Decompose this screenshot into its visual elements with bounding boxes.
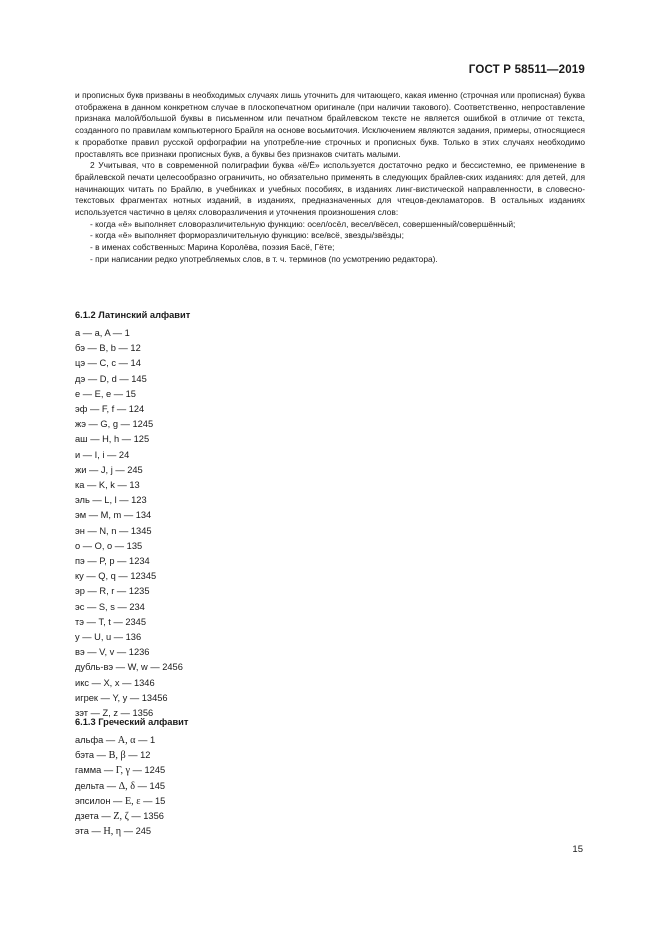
list-item: - когда «ё» выполняет форморазличительную функцию: все/всё, звезды/звёзды;: [90, 230, 404, 241]
greek-letter-entry: [75, 733, 575, 748]
dash-separator: —: [125, 750, 141, 761]
braille-dots: 1245: [144, 765, 166, 776]
latin-letter-entry: зэт — Z, z — 1356: [75, 708, 154, 719]
greek-letter-glyphs: Β, β: [108, 750, 126, 762]
braille-dots: 1: [150, 735, 156, 745]
dash-separator: —: [98, 811, 114, 822]
list-item: - при написании редко употребляемых слов, в т. ч. терминов (по усмотрению редактора).: [90, 253, 438, 264]
latin-alphabet-section: [75, 309, 575, 721]
braille-dots: 12: [140, 750, 151, 761]
braille-dots: 1356: [143, 811, 164, 822]
greek-alphabet-list: [75, 733, 575, 839]
greek-letter-name: дзета: [75, 811, 99, 822]
dash-separator: —: [110, 795, 125, 806]
greek-letter-name: дельта: [75, 780, 105, 791]
latin-letter-entry: ка — K, k — 13: [75, 480, 140, 491]
greek-letter-entry: [75, 809, 575, 824]
body-text: [75, 90, 585, 266]
dash-separator: —: [135, 735, 150, 745]
latin-letter-entry: цэ — C, c — 14: [75, 358, 141, 369]
latin-letter-entry: эс — S, s — 234: [75, 601, 145, 612]
latin-letter-entry: дэ — D, d — 145: [75, 373, 147, 384]
greek-letter-glyphs: Γ, γ: [115, 765, 131, 777]
latin-letter-entry: бэ — B, b — 12: [75, 343, 141, 354]
standard-number: ГОСТ Р 58511—2019: [468, 64, 585, 76]
latin-letter-entry: тэ — T, t — 2345: [75, 616, 147, 627]
paragraph-note-2: 2 Учитывая, что в современной полиграфии буква «ё/Ё» используется достаточно редко и бессистемно, ее применение в брайлевской печати целесообразно ограничить, но обязательно применять в следующих брайлев-ских изданиях: для детей, для начинающих читать по Брайлю, в учебниках и учебных пособиях, в изданиях линг-вистической направленности, в словесно-текстовых фрагментах нотных изданий, в изданиях, предназначенных для чтецов-декламаторов. В остальных изданиях используется частично в целях словоразличения и уточнения произношения слов:: [75, 160, 585, 218]
greek-letter-entry: [75, 794, 575, 809]
latin-letter-entry: ку — Q, q — 12345: [75, 571, 157, 582]
dash-separator: —: [88, 826, 104, 837]
latin-letter-entry: и — I, i — 24: [75, 449, 130, 460]
greek-letter-glyphs: Ζ, ζ: [113, 811, 129, 823]
braille-dots: 145: [149, 780, 166, 791]
dash-separator: —: [128, 811, 144, 822]
latin-letter-entry: а — a, A — 1: [75, 328, 130, 338]
latin-letter-entry: е — E, e — 15: [75, 388, 136, 399]
latin-letter-entry: о — O, o — 135: [75, 540, 143, 551]
greek-letter-glyphs: Δ, δ: [118, 780, 136, 792]
greek-alphabet-section: [75, 716, 575, 839]
greek-letter-glyphs: Η, η: [103, 826, 122, 838]
latin-letter-entry: вэ — V, v — 1236: [75, 647, 150, 658]
latin-letter-entry: эф — F, f — 124: [75, 404, 145, 415]
dash-separator: —: [130, 765, 145, 776]
dash-separator: —: [140, 795, 156, 806]
latin-letter-entry: жэ — G, g — 1245: [75, 419, 154, 430]
dash-separator: —: [94, 750, 109, 761]
section-heading-latin: 6.1.2 Латинский алфавит: [75, 310, 191, 320]
latin-letter-entry: эн — N, n — 1345: [75, 525, 152, 536]
greek-letter-entry: [75, 763, 575, 778]
braille-dots: 245: [135, 826, 152, 837]
latin-letter-entry: дубль-вэ — W, w — 2456: [75, 662, 183, 673]
paragraph-continuation: и прописных букв призваны в необходимых случаях лишь уточнить для читающего, какая именно (строчная или прописная) буква отображена в данном конкретном случае в плоскопечатном оригинале (при наличии такового). Соответственно, непроставление признака малой/большой буквы в письменном или печатном брайлевском тексте не является ошибкой в отличие от текста, созданного по правилам компьютерного Брайля на основе восьмиточия. Исключением являются задания, примеры, относящиеся к проработке правил русской орфографии на употребле-ние строчных и прописных букв. Только в этих случаях необходимо проставлять все признаки прописных букв, а буквы без признаков считать малыми.: [75, 90, 585, 159]
greek-letter-name: бэта: [75, 750, 95, 761]
greek-letter-glyphs: Α, α: [117, 735, 136, 746]
list-item: - в именах собственных: Марина Королёва, поэзия Басё, Гёте;: [90, 242, 335, 253]
greek-letter-entry: [75, 824, 575, 839]
latin-alphabet-list: [75, 326, 575, 721]
latin-letter-entry: аш — H, h — 125: [75, 434, 150, 445]
latin-letter-entry: эр — R, r — 1235: [75, 586, 150, 597]
greek-letter-name: эта: [75, 826, 89, 837]
greek-letter-name: гамма: [75, 765, 102, 776]
page-number: 15: [572, 844, 583, 855]
greek-letter-entry: [75, 779, 575, 794]
greek-letter-name: альфа: [75, 735, 104, 745]
dash-separator: —: [121, 826, 136, 837]
dash-separator: —: [135, 780, 150, 791]
dash-separator: —: [101, 765, 116, 776]
latin-letter-entry: игрек — Y, y — 13456: [75, 692, 168, 703]
dash-separator: —: [104, 780, 119, 791]
greek-letter-glyphs: Ε, ε: [124, 795, 141, 807]
latin-letter-entry: эль — L, l — 123: [75, 495, 147, 506]
dash-separator: —: [103, 735, 118, 745]
latin-letter-entry: пэ — P, p — 1234: [75, 556, 150, 567]
greek-letter-entry: [75, 748, 575, 763]
section-heading-greek: 6.1.3 Греческий алфавит: [75, 717, 189, 727]
latin-letter-entry: жи — J, j — 245: [75, 464, 143, 475]
latin-letter-entry: эм — M, m — 134: [75, 510, 152, 521]
latin-letter-entry: икс — X, x — 1346: [75, 677, 155, 688]
greek-letter-name: эпсилон: [75, 795, 111, 806]
braille-dots: 15: [155, 795, 166, 806]
list-item: - когда «ё» выполняет словоразличительную функцию: осел/осёл, весел/вёсел, совершенный/совершённый;: [90, 218, 516, 229]
latin-letter-entry: у — U, u — 136: [75, 632, 142, 643]
